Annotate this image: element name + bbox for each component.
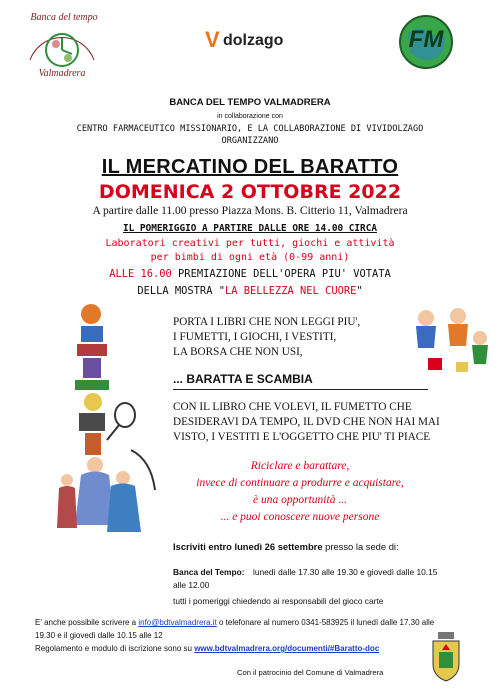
swap-headline: ... BARATTA E SCAMBIA [173, 372, 313, 386]
show-prefix: DELLA MOSTRA " [137, 285, 225, 297]
swap-line2: DESIDERAVI DA TEMPO, IL DVD CHE NON HAI MAI [173, 416, 440, 428]
patronage-line: Con il patrocinio del Comune di Valmadrera [237, 668, 384, 677]
email-link[interactable]: info@bdtvalmadrera.it [138, 618, 217, 627]
event-afternoon: IL POMERIGGIO A PARTIRE DALLE ORE 14.00 CIRCA [123, 223, 377, 234]
bring-line2: I FUMETTI, I GIOCHI, I VESTITI, [173, 331, 337, 343]
banca-del-tempo-logo [22, 10, 102, 82]
contact-line2: 19.30 e il giovedì dalle 10.15 alle 12 [35, 631, 163, 640]
org-name: BANCA DEL TEMPO VALMADRERA [169, 97, 331, 108]
show-suffix: " [356, 285, 363, 297]
barter-tower-illustration [55, 300, 175, 545]
award-time: ALLE 16.00 [109, 268, 172, 280]
event-labs-line2: per bimbi di ogni età (0-99 anni) [150, 252, 350, 263]
signup-suffix: presso la sede di: [322, 541, 399, 552]
rules-prefix: Regolamento e modulo di iscrizione sono su [35, 644, 195, 653]
collab-note: in collaborazione con [217, 113, 283, 120]
slogan-line1: Riciclare e barattare, [250, 460, 350, 472]
bring-line1: PORTA I LIBRI CHE NON LEGGI PIU', [173, 316, 361, 328]
event-show [0, 285, 500, 297]
award-text: PREMIAZIONE DELL'OPERA PIU' VOTATA [171, 268, 391, 280]
slogan-line2: invece di continuare a produrre e acquistare, [196, 477, 404, 489]
bring-line3: LA BORSA CHE NON USI, [173, 346, 303, 358]
desk-hours2: alle 12.00 [173, 580, 210, 590]
event-labs-line1: Laboratori creativi per tutti, giochi e attività [105, 238, 395, 249]
vividolzago-v-mark: V [205, 27, 220, 52]
signup-line [173, 541, 399, 552]
swap-line3: VISTO, I VESTITI E L'OGGETTO CHE PIU' TI PIACE [173, 431, 431, 443]
swap-line1: CON IL LIBRO CHE VOLEVI, IL FUMETTO CHE [173, 401, 412, 413]
banca-logo-line2: Valmadrera [38, 68, 86, 79]
banca-logo-line1: Banca del tempo [30, 12, 98, 23]
partners-line: CENTRO FARMACEUTICO MISSIONARIO, E LA COLLABORAZIONE DI VIVIDOLZAGO [76, 124, 424, 134]
rules-link[interactable]: www.bdtvalmadrera.org/documenti/#Baratto-doc [194, 644, 380, 653]
phone-text: o telefonare al numero 0341-583925 il lunedì dalle 17.30 alle [216, 618, 435, 627]
desk-label: Banca del Tempo: [173, 567, 245, 577]
vividolzago-logo [205, 28, 305, 54]
organizzano-line: ORGANIZZANO [221, 136, 279, 146]
desk-note: tutti i pomeriggi chiedendo ai responsabili del gioco carte [173, 596, 384, 606]
cfm-logo [398, 14, 454, 70]
event-title: IL MERCATINO DEL BARATTO [101, 156, 399, 178]
children-playing-illustration [408, 302, 496, 382]
event-award [0, 268, 500, 280]
cfm-letters: FM [408, 26, 444, 53]
slogan-line3: è una opportunità ... [253, 494, 347, 506]
event-location: A partire dalle 11.00 presso Piazza Mons. B. Citterio 11, Valmadrera [92, 205, 408, 217]
slogan-line4: ... e puoi conoscere nuove persone [220, 511, 380, 523]
signup-deadline: Iscriviti entro lunedì 26 settembre [173, 541, 323, 552]
swap-divider [173, 389, 428, 390]
desk-hours: lunedì dalle 17.30 alle 19.30 e giovedì dalle 10.15 [253, 567, 438, 577]
contact-line1 [35, 618, 434, 627]
rules-line [35, 644, 379, 653]
vividolzago-wordmark: dolzago [223, 32, 284, 49]
comune-valmadrera-crest [430, 632, 462, 682]
write-prefix: E' anche possibile scrivere a [35, 618, 139, 627]
event-date: DOMENICA 2 OTTOBRE 2022 [98, 181, 402, 203]
show-name: LA BELLEZZA NEL CUORE [224, 285, 357, 297]
